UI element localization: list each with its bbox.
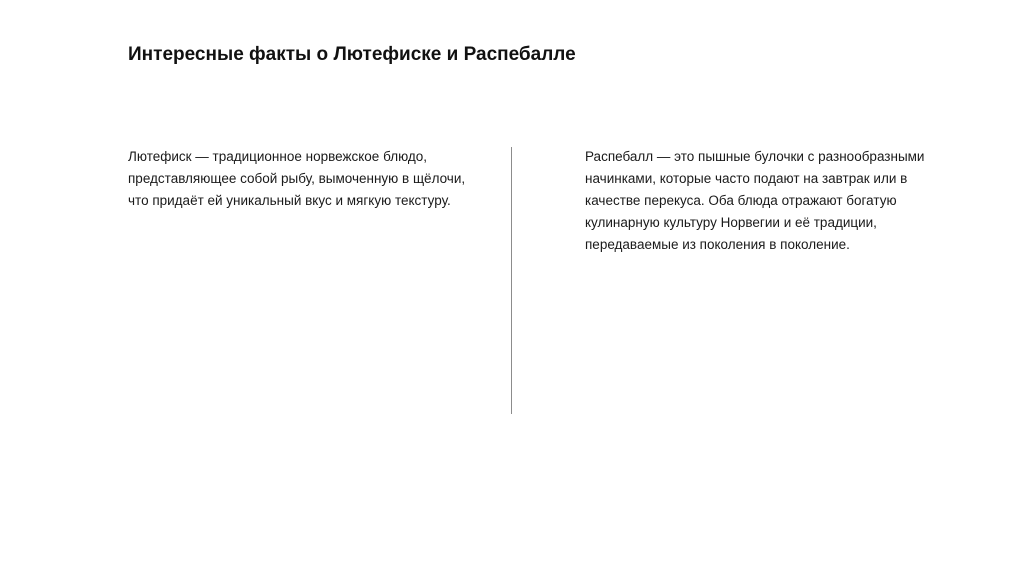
slide-title: Интересные факты о Лютефиске и Распебалле [128,44,576,65]
column-divider [511,147,512,414]
right-column-text: Распебалл — это пышные булочки с разнообразными начинками, которые часто подают на завтрак или в качестве перекуса. Оба блюда отражают богатую кулинарную культуру Норвегии и её традиции, передаваемые из поколения в поколение. [585,149,925,252]
left-column-text: Лютефиск — традиционное норвежское блюдо, представляющее собой рыбу, вымоченную в щёлочи, что придаёт ей уникальный вкус и мягкую текстуру. [128,149,466,208]
